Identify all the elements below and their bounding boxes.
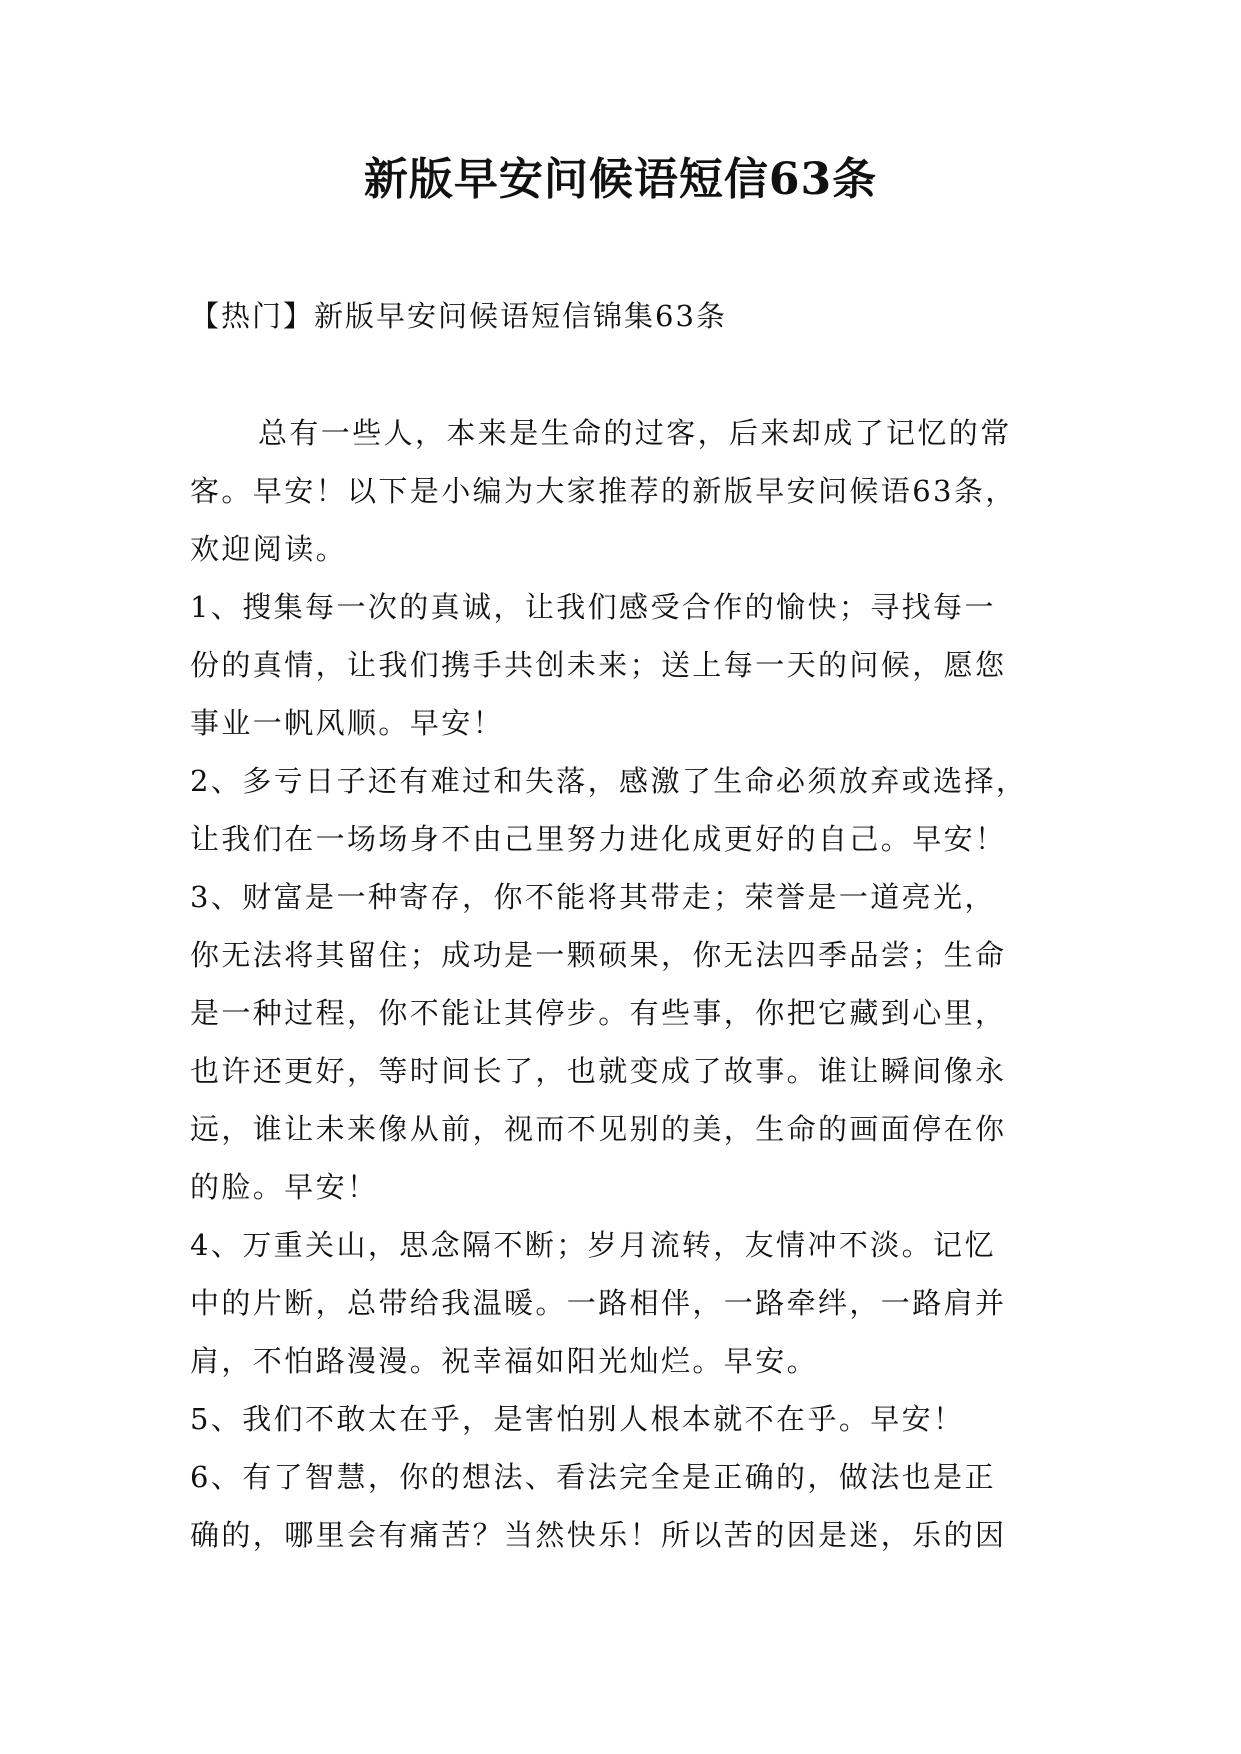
item-4-line-3: 肩，不怕路漫漫。祝幸福如阳光灿烂。早安。 bbox=[190, 1344, 819, 1378]
item-6-line-1: 6、有了智慧，你的想法、看法完全是正确的，做法也是正 bbox=[190, 1460, 996, 1494]
item-6-line-2: 确的，哪里会有痛苦？当然快乐！所以苦的因是迷，乐的因 bbox=[190, 1518, 1007, 1552]
document-title: 新版早安问候语短信63条 bbox=[363, 154, 878, 205]
document-subtitle: 【热门】新版早安问候语短信锦集63条 bbox=[190, 299, 727, 333]
item-5-line-1: 5、我们不敢太在乎，是害怕别人根本就不在乎。早安！ bbox=[190, 1402, 965, 1436]
item-1-line-2: 份的真情，让我们携手共创未来；送上每一天的问候，愿您 bbox=[190, 648, 1007, 682]
document-body bbox=[190, 404, 1070, 1564]
item-4-line-1: 4、万重关山，思念隔不断；岁月流转，友情冲不淡。记忆 bbox=[190, 1228, 996, 1262]
item-3-line-6: 的脸。早安！ bbox=[190, 1170, 379, 1204]
item-4-line-2: 中的片断，总带给我温暖。一路相伴，一路牵绊，一路肩并 bbox=[190, 1286, 1007, 1320]
intro-line-2: 客。早安！以下是小编为大家推荐的新版早安问候语63条， bbox=[190, 474, 1017, 508]
item-3-line-4: 也许还更好，等时间长了，也就变成了故事。谁让瞬间像永 bbox=[190, 1054, 1007, 1088]
item-1-line-1: 1、搜集每一次的真诚，让我们感受合作的愉快；寻找每一 bbox=[190, 590, 996, 624]
item-2-line-2: 让我们在一场场身不由己里努力进化成更好的自己。早安！ bbox=[190, 822, 1007, 856]
item-3-line-1: 3、财富是一种寄存，你不能将其带走；荣誉是一道亮光， bbox=[190, 880, 996, 914]
item-3-line-5: 远，谁让未来像从前，视而不见别的美，生命的画面停在你 bbox=[190, 1112, 1007, 1146]
item-2-line-1: 2、多亏日子还有难过和失落，感激了生命必须放弃或选择， bbox=[190, 764, 1028, 798]
item-3-line-3: 是一种过程，你不能让其停步。有些事，你把它藏到心里， bbox=[190, 996, 1007, 1030]
item-3-line-2: 你无法将其留住；成功是一颗硕果，你无法四季品尝；生命 bbox=[190, 938, 1007, 972]
intro-line-3: 欢迎阅读。 bbox=[190, 532, 348, 566]
item-1-line-3: 事业一帆风顺。早安！ bbox=[190, 706, 505, 740]
intro-line-1: 总有一些人，本来是生命的过客，后来却成了记忆的常 bbox=[258, 416, 1012, 450]
